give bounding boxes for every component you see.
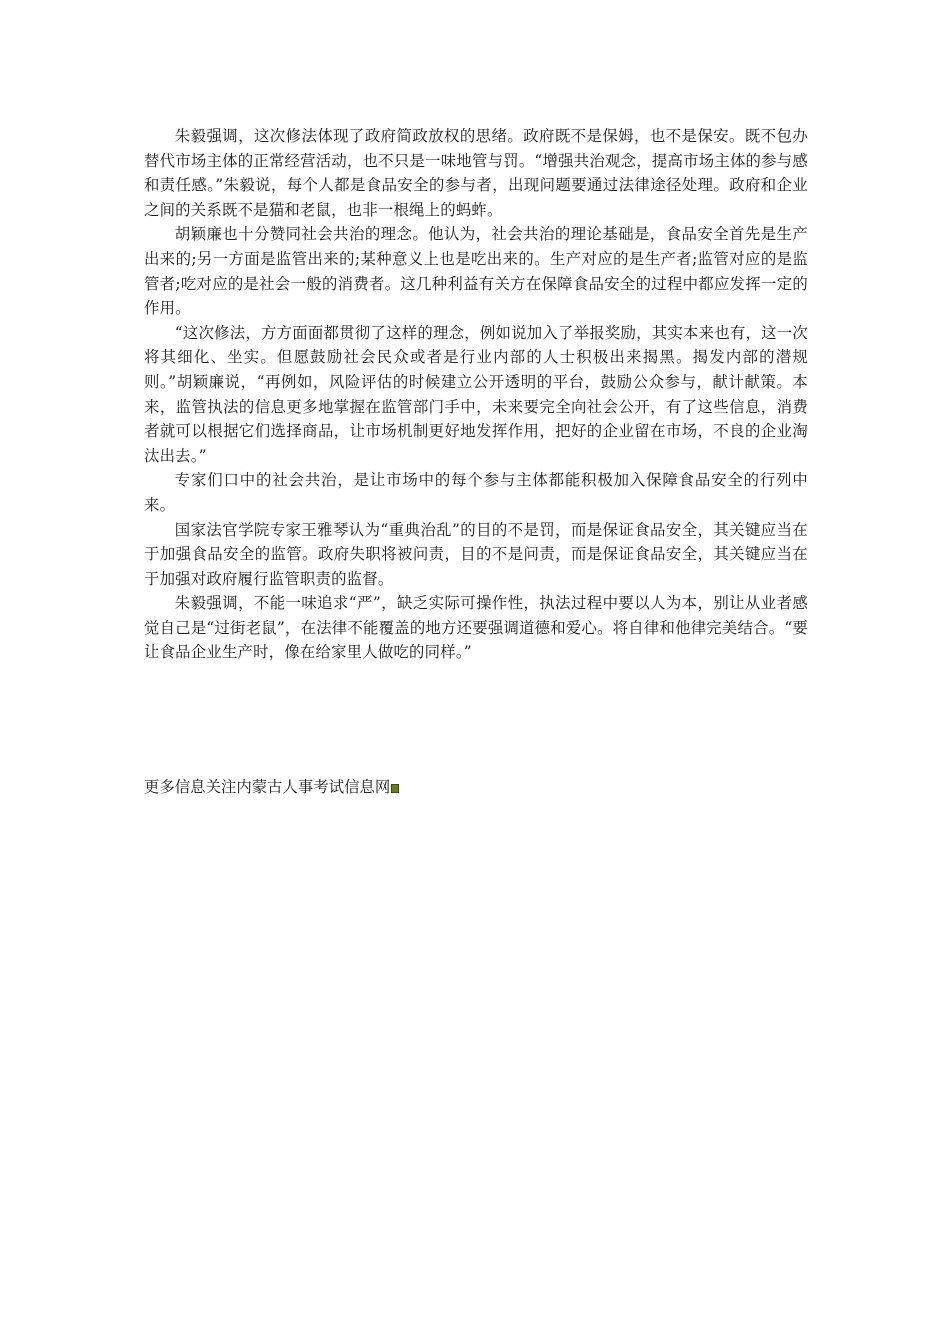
paragraph-6: 朱毅强调，不能一味追求“严”，缺乏实际可操作性，执法过程中要以人为本，别让从业者感觉自己是“过街老鼠”，在法律不能覆盖的地方还要强调道德和爱心。将自律和他律完美结合。“要让食品企业生产时，像在给家里人做吃的同样。”	[144, 594, 808, 662]
paragraph-5: 国家法官学院专家王雅琴认为“重典治乱”的目的不是罚，而是保证食品安全，其关键应当在于加强食品安全的监管。政府失职将被问责，目的不是问责，而是保证食品安全，其关键应当在于加强对政府履行监管职责的监督。	[144, 520, 808, 588]
footer-note	[144, 775, 399, 799]
paragraph-2: 胡颖廉也十分赞同社会共治的理念。他认为，社会共治的理论基础是，食品安全首先是生产出来的;另一方面是监管出来的;某种意义上也是吃出来的。生产对应的是生产者;监管对应的是监管者;吃对应的是社会一般的消费者。这几种利益有关方在保障食品安全的过程中都应发挥一定的作用。	[144, 225, 808, 318]
document-body	[144, 124, 808, 665]
paragraph-1: 朱毅强调，这次修法体现了政府简政放权的思绪。政府既不是保姆，也不是保安。既不包办替代市场主体的正常经营活动，也不只是一味地管与罚。“增强共治观念，提高市场主体的参与感和责任感。”朱毅说，每个人都是食品安全的参与者，出现问题要通过法律途径处理。政府和企业之间的关系既不是猫和老鼠，也非一根绳上的蚂蚱。	[144, 127, 808, 219]
small-image-icon	[391, 784, 399, 793]
footer-text: 更多信息关注内蒙古人事考试信息网	[144, 778, 391, 796]
paragraph-3: “这次修法，方方面面都贯彻了这样的理念，例如说加入了举报奖励，其实本来也有，这一次将其细化、坐实。但愿鼓励社会民众或者是行业内部的人士积极出来揭黑。揭发内部的潜规则。”胡颖廉说，“再例如，风险评估的时候建立公开透明的平台，鼓励公众参与，献计献策。本来，监管执法的信息更多地掌握在监管部门手中，未来要完全向社会公开，有了这些信息，消费者就可以根据它们选择商品，让市场机制更好地发挥作用，把好的企业留在市场，不良的企业淘汰出去。”	[144, 323, 808, 465]
paragraph-4: 专家们口中的社会共治，是让市场中的每个参与主体都能积极加入保障食品安全的行列中来。	[144, 471, 808, 514]
